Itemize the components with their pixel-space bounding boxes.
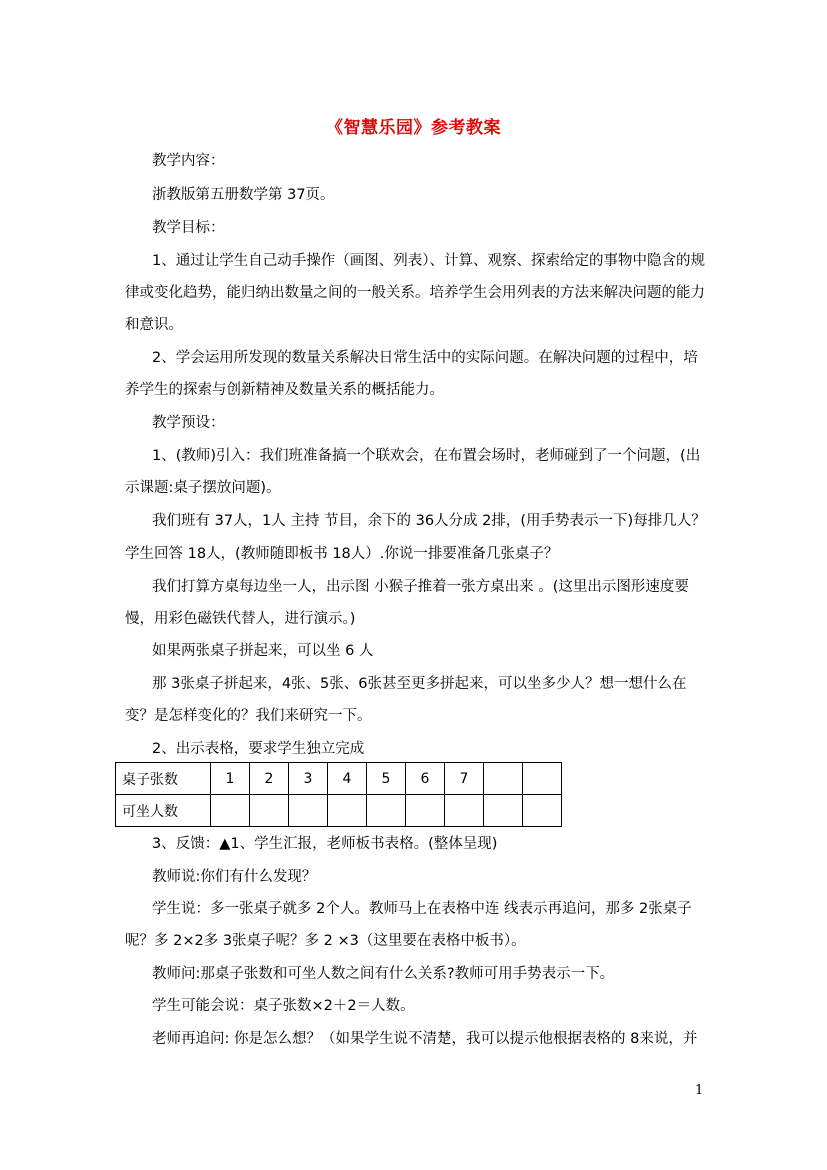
table-cell <box>523 763 562 795</box>
text-line: 那 3张桌子拼起来，4张、5张、6张甚至更多拼起来，可以坐多少人？想一想什么在 <box>152 676 687 692</box>
table-cell <box>328 795 367 827</box>
table-cell <box>445 795 484 827</box>
table-cell: 4 <box>328 763 367 795</box>
table-cell: 5 <box>367 763 406 795</box>
text-line: 1、(教师)引入：我们班准备搞一个联欢会，在布置会场时，老师碰到了一个问题，(出 <box>152 448 701 464</box>
table-row-header: 可坐人数 <box>116 795 211 827</box>
table-cell: 3 <box>289 763 328 795</box>
text-line: 慢，用彩色磁铁代替人，进行演示。) <box>125 611 356 627</box>
page-number: 1 <box>695 1083 704 1098</box>
text-line: 养学生的探索与创新精神及数量关系的概括能力。 <box>125 382 444 398</box>
table-cell <box>484 763 523 795</box>
text-line: 律或变化趋势，能归纳出数量之间的一般关系。培养学生会用列表的方法来解决问题的能力 <box>125 285 705 301</box>
text-line: 教学预设： <box>152 415 225 431</box>
table-cell <box>289 795 328 827</box>
text-line: 呢？多 2×2多 3张桌子呢？多 2 ×3（这里要在表格中板书）。 <box>125 933 526 949</box>
table-cell <box>367 795 406 827</box>
table-cell: 7 <box>445 763 484 795</box>
text-line: 和意识。 <box>125 317 183 333</box>
text-line: 老师再追问: 你是怎么想？（如果学生说不清楚，我可以提示他根据表格的 8来说，并 <box>152 1031 698 1047</box>
table-cell: 2 <box>250 763 289 795</box>
seats-table <box>115 762 562 827</box>
text-line: 浙教版第五册数学第 37页。 <box>152 187 335 203</box>
text-line: 如果两张桌子拼起来，可以坐 6 人 <box>152 643 374 659</box>
text-line: 我们班有 37人，1人 主持 节目，余下的 36人分成 2排，(用手势表示一下)每排几人？ <box>152 513 706 529</box>
text-line: 1、通过让学生自己动手操作（画图、列表）、计算、观察、探索给定的事物中隐含的规 <box>152 253 705 269</box>
table-cell: 6 <box>406 763 445 795</box>
table-cell <box>523 795 562 827</box>
text-line: 示课题:桌子摆放问题)。 <box>125 480 281 496</box>
table-cell: 1 <box>211 763 250 795</box>
text-line: 学生回答 18人，(教师随即板书 18人）.你说一排要准备几张桌子？ <box>125 546 559 562</box>
text-line: 教学内容： <box>152 153 225 169</box>
text-line: 2、学会运用所发现的数量关系解决日常生活中的实际问题。在解决问题的过程中，培 <box>152 350 698 366</box>
text-line: 学生说：多一张桌子就多 2个人。教师马上在表格中连 线表示再追问，那多 2张桌子 <box>152 901 692 917</box>
table-row <box>116 763 562 795</box>
text-line: 学生可能会说：桌子张数×2＋2＝人数。 <box>152 998 415 1014</box>
text-line: 我们打算方桌每边坐一人，出示图 小猴子推着一张方桌出来 。(这里出示图形速度要 <box>152 579 689 595</box>
text-line: 教师问:那桌子张数和可坐人数之间有什么关系?教师可用手势表示一下。 <box>152 966 615 982</box>
table-cell <box>484 795 523 827</box>
text-line: 教师说:你们有什么发现？ <box>152 869 317 885</box>
table-row-header: 桌子张数 <box>116 763 211 795</box>
text-line: 变？是怎样变化的？我们来研究一下。 <box>125 708 372 724</box>
text-line: 教学目标： <box>152 220 225 236</box>
text-line: 2、出示表格，要求学生独立完成 <box>152 741 365 757</box>
text-line: 3、反馈：▲1、学生汇报，老师板书表格。(整体呈现) <box>152 836 498 852</box>
table-cell <box>250 795 289 827</box>
table-cell <box>406 795 445 827</box>
table-row <box>116 795 562 827</box>
table-cell <box>211 795 250 827</box>
document-title: 《智慧乐园》参考教案 <box>326 118 501 138</box>
